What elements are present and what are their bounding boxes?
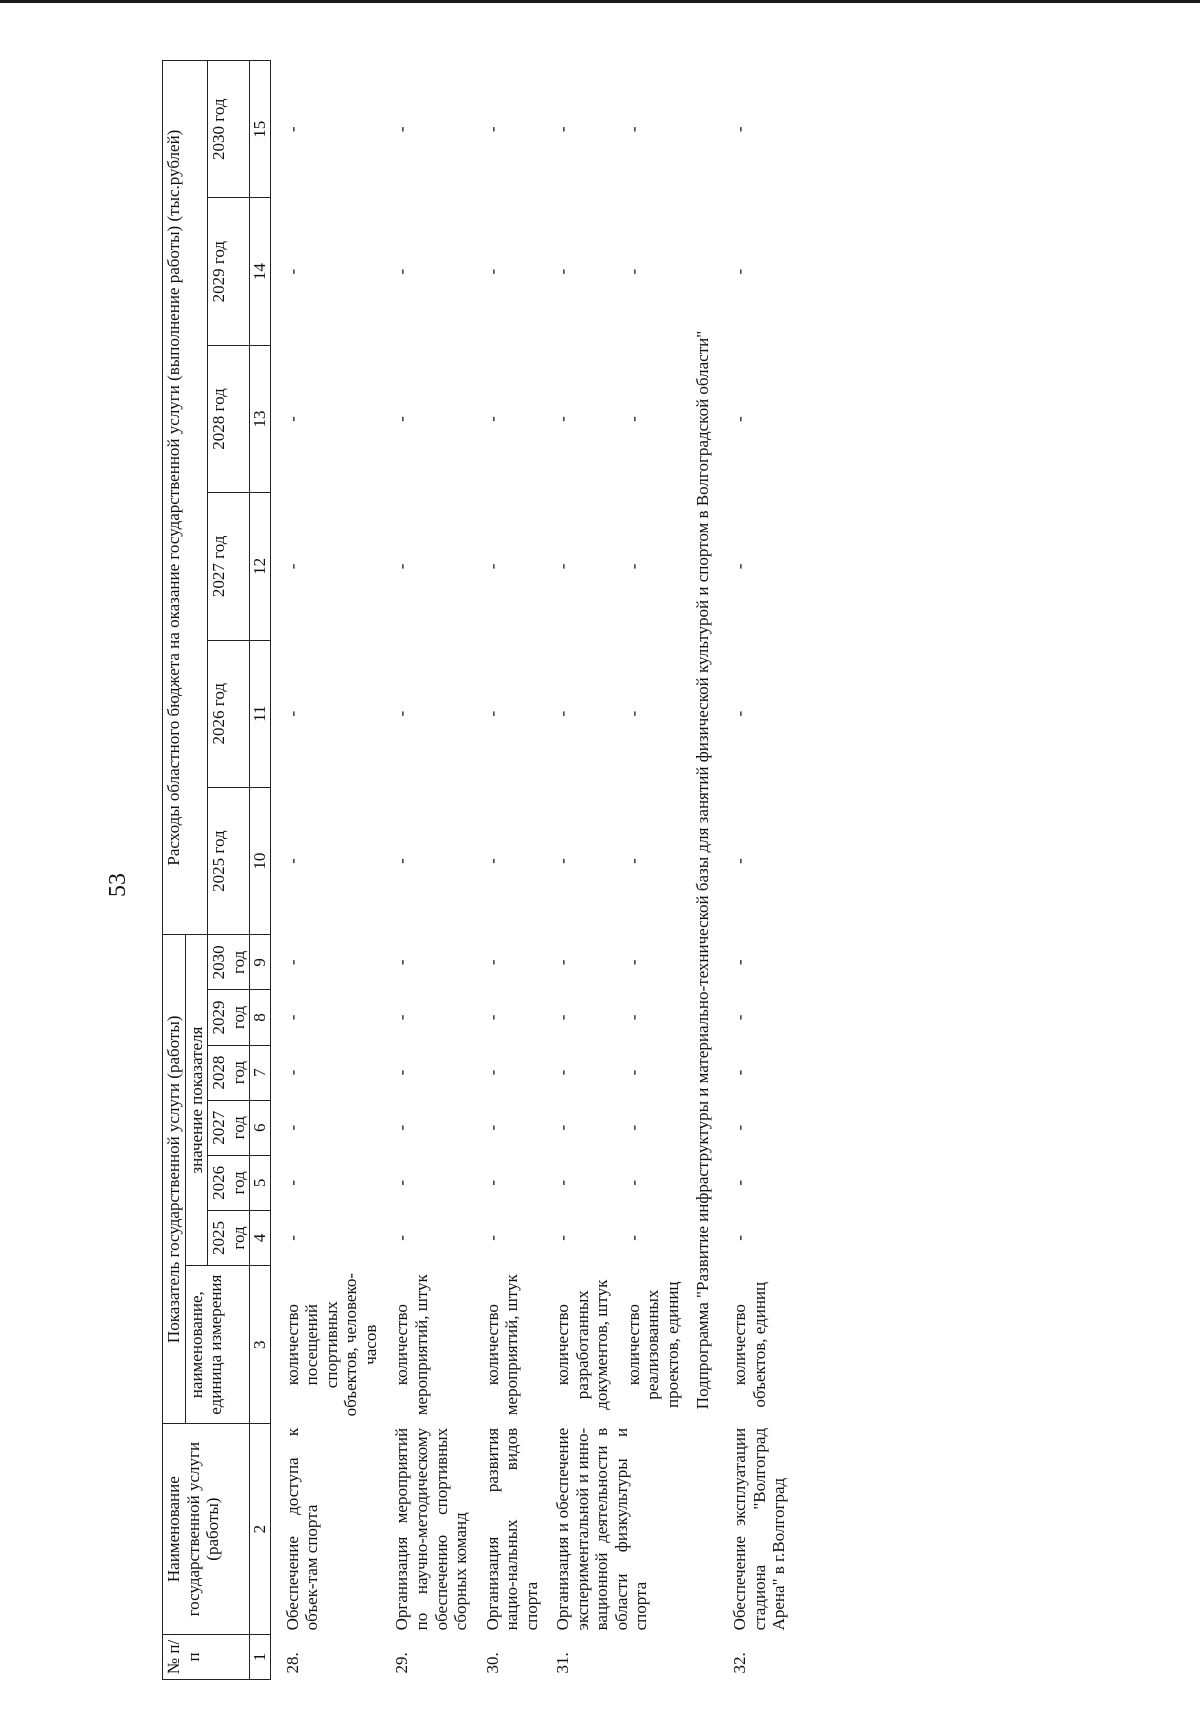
expense-cell: - (553, 126, 573, 133)
expense-cell: - (730, 268, 750, 275)
value-cell: - (730, 1180, 750, 1186)
table-row (270, 61, 380, 1680)
value-cell: - (623, 1180, 643, 1186)
value-cell: - (553, 1069, 573, 1076)
header-expenses-group: Расходы областного бюджета на оказание государственной услуги (выполнение работы) (тыс.рублей) (163, 61, 208, 935)
column-index: 9 (250, 935, 271, 990)
header-value-group: значение показателя (185, 935, 208, 1266)
top-border-line (0, 0, 1200, 3)
value-cell: - (392, 1235, 412, 1241)
value-cell: - (282, 1069, 302, 1076)
value-cell: - (482, 1014, 502, 1021)
column-index: 10 (250, 787, 271, 934)
value-cell: - (623, 1014, 643, 1021)
value-cell: - (282, 1235, 302, 1241)
value-cell: - (553, 1235, 573, 1241)
expense-cell: - (623, 268, 643, 275)
value-cell: - (553, 1180, 573, 1186)
table-body (270, 61, 789, 1680)
expense-cell: - (623, 416, 643, 422)
service-name: Обеспечение доступа к объек-там спорта (282, 1427, 322, 1631)
header-year: 2027 год (208, 1100, 250, 1155)
expense-cell: - (730, 126, 750, 133)
rotated-page (0, 60, 1100, 1710)
expense-cell: - (392, 126, 412, 133)
column-index: 4 (250, 1210, 271, 1265)
value-cell: - (392, 1124, 412, 1131)
header-year: 2026 год (208, 640, 250, 787)
header-year: 2029 год (208, 198, 250, 345)
expense-cell: - (282, 416, 302, 422)
row-number: 32. (730, 1652, 750, 1674)
expense-cell: - (623, 563, 643, 570)
value-cell: - (282, 959, 302, 966)
header-year: 2025 год (208, 787, 250, 934)
value-cell: - (482, 1124, 502, 1131)
expense-cell: - (553, 416, 573, 422)
service-name: Обеспечение эксплуатации стадиона "Волгоград Арена" в г.Волгоград (730, 1427, 789, 1631)
service-name: Организация мероприятий по научно-методическому обеспечению спортивных сборных команд (392, 1427, 471, 1631)
indicator-unit: количество реализованных проектов, единиц (623, 1281, 683, 1408)
table-row (541, 61, 612, 1680)
value-cell: - (392, 959, 412, 966)
column-index: 7 (250, 1045, 271, 1100)
table-row (471, 61, 542, 1680)
expense-cell: - (482, 268, 502, 275)
table-row (718, 61, 789, 1680)
column-index: 8 (250, 990, 271, 1045)
subprogram-row (683, 61, 719, 1680)
value-cell: - (730, 1235, 750, 1241)
expense-cell: - (282, 858, 302, 864)
row-number: 28. (282, 1652, 302, 1674)
expense-cell: - (623, 126, 643, 133)
value-cell: - (553, 1014, 573, 1021)
header-no: № п/п (163, 1634, 250, 1679)
header-year: 2029 год (208, 990, 250, 1045)
indicator-unit: количество объектов, единиц (730, 1281, 769, 1408)
value-cell: - (553, 959, 573, 966)
header-indicator-group: Показатель государственной услуги (работы) (163, 935, 186, 1424)
header-year: 2030 год (208, 61, 250, 198)
expense-cell: - (482, 710, 502, 717)
column-index: 15 (250, 61, 271, 198)
expense-cell: - (730, 416, 750, 422)
column-index: 2 (250, 1424, 271, 1635)
column-index-row (250, 61, 271, 1680)
indicator-unit: количество разработанных документов, штук (553, 1279, 612, 1410)
subprogram-title: Подпрограмма "Развитие инфраструктуры и материально-технической базы для занятий физической культурой и спортом в Волгоградской области" (692, 330, 712, 1410)
header-year: 2026 год (208, 1155, 250, 1210)
value-cell: - (553, 1124, 573, 1131)
header-year: 2025 год (208, 1210, 250, 1265)
value-cell: - (482, 1180, 502, 1186)
value-cell: - (392, 1180, 412, 1186)
value-cell: - (482, 959, 502, 966)
expense-cell: - (282, 710, 302, 717)
expense-cell: - (392, 858, 412, 864)
expense-cell: - (553, 710, 573, 717)
column-index: 14 (250, 198, 271, 345)
value-cell: - (730, 1014, 750, 1021)
expense-cell: - (730, 858, 750, 864)
row-number: 29. (392, 1652, 412, 1674)
expense-cell: - (482, 416, 502, 422)
expense-cell: - (282, 126, 302, 133)
expense-cell: - (282, 563, 302, 570)
column-index: 12 (250, 493, 271, 640)
expense-cell: - (730, 563, 750, 570)
expense-cell: - (553, 563, 573, 570)
indicator-unit: количество мероприятий, штук (482, 1274, 522, 1416)
row-number: 30. (482, 1652, 502, 1674)
value-cell: - (623, 1069, 643, 1076)
column-index: 11 (250, 640, 271, 787)
page-number: 53 (105, 873, 131, 897)
expense-cell: - (623, 710, 643, 717)
column-index: 13 (250, 345, 271, 492)
indicator-unit: количество посещений спортивных объектов, человеко-часов (282, 1272, 380, 1417)
value-cell: - (730, 959, 750, 966)
expense-cell: - (482, 563, 502, 570)
value-cell: - (392, 1069, 412, 1076)
header-year: 2030 год (208, 935, 250, 990)
header-service-name: Наименование государственной услуги (работы) (163, 1424, 250, 1635)
expense-cell: - (730, 710, 750, 717)
expense-cell: - (392, 710, 412, 717)
value-cell: - (282, 1014, 302, 1021)
expense-cell: - (553, 268, 573, 275)
column-index: 6 (250, 1100, 271, 1155)
table-row (380, 61, 470, 1680)
header-year: 2028 год (208, 345, 250, 492)
expense-cell: - (392, 563, 412, 570)
column-index: 1 (250, 1634, 271, 1679)
value-cell: - (482, 1235, 502, 1241)
value-cell: - (623, 959, 643, 966)
expense-cell: - (482, 126, 502, 133)
table-header (163, 61, 271, 1680)
service-name: Организация развития нацио-нальных видов спорта (482, 1427, 541, 1631)
value-cell: - (623, 1235, 643, 1241)
header-unit: наименование, единица измерения (185, 1266, 250, 1424)
value-cell: - (730, 1124, 750, 1131)
value-cell: - (392, 1014, 412, 1021)
service-name: Организация и обеспечение экспериментальной и инно-вационной деятельности в области физкультуры и спорта (553, 1427, 651, 1631)
row-number: 31. (553, 1652, 573, 1674)
header-year: 2028 год (208, 1045, 250, 1100)
expense-cell: - (392, 268, 412, 275)
value-cell: - (730, 1069, 750, 1076)
expense-cell: - (282, 268, 302, 275)
column-index: 3 (250, 1266, 271, 1424)
services-table (162, 60, 789, 1680)
indicator-unit: количество мероприятий, штук (392, 1274, 432, 1416)
value-cell: - (282, 1180, 302, 1186)
value-cell: - (282, 1124, 302, 1131)
expense-cell: - (392, 416, 412, 422)
column-index: 5 (250, 1155, 271, 1210)
expense-cell: - (623, 858, 643, 864)
value-cell: - (623, 1124, 643, 1131)
expense-cell: - (482, 858, 502, 864)
expense-cell: - (553, 858, 573, 864)
header-year: 2027 год (208, 493, 250, 640)
value-cell: - (482, 1069, 502, 1076)
